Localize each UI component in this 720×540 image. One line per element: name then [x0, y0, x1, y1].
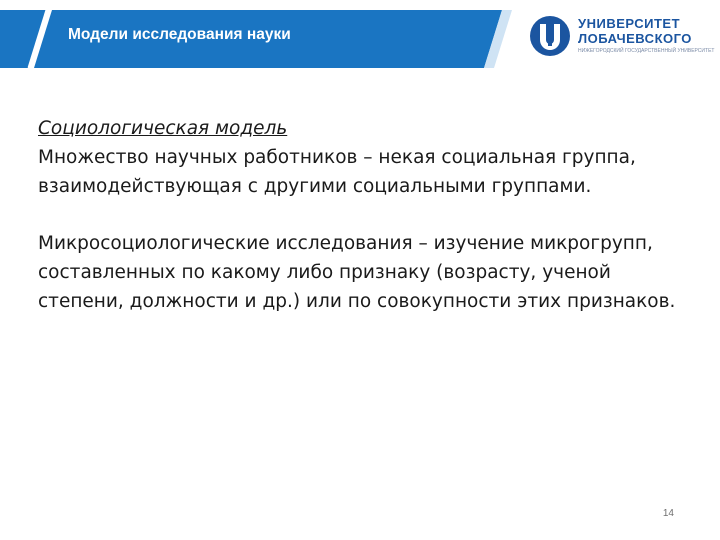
page-number: 14 [662, 508, 674, 519]
paragraph-spacer [38, 201, 688, 229]
university-logo [528, 14, 715, 58]
logo-text-caption: НИЖЕГОРОДСКИЙ ГОСУДАРСТВЕННЫЙ УНИВЕРСИТЕТ [578, 48, 715, 54]
university-logo-icon [528, 14, 572, 58]
section-subtitle: Социологическая модель [38, 118, 288, 139]
logo-text-university: УНИВЕРСИТЕТ [578, 16, 681, 31]
paragraph-microsociological: Микросоциологические исследования – изучение микрогрупп, составленных по какому либо признаку (возрасту, ученой степени, должности и др.) или по совокупности этих признаков. [38, 233, 676, 312]
logo-text-lobachevsky: ЛОБАЧЕВСКОГО [578, 31, 692, 46]
paragraph-sociological: Множество научных работников – некая социальная группа, взаимодействующая с другими социальными группами. [38, 147, 636, 197]
slide-title: Модели исследования науки [68, 26, 291, 43]
slide-content [38, 114, 688, 316]
